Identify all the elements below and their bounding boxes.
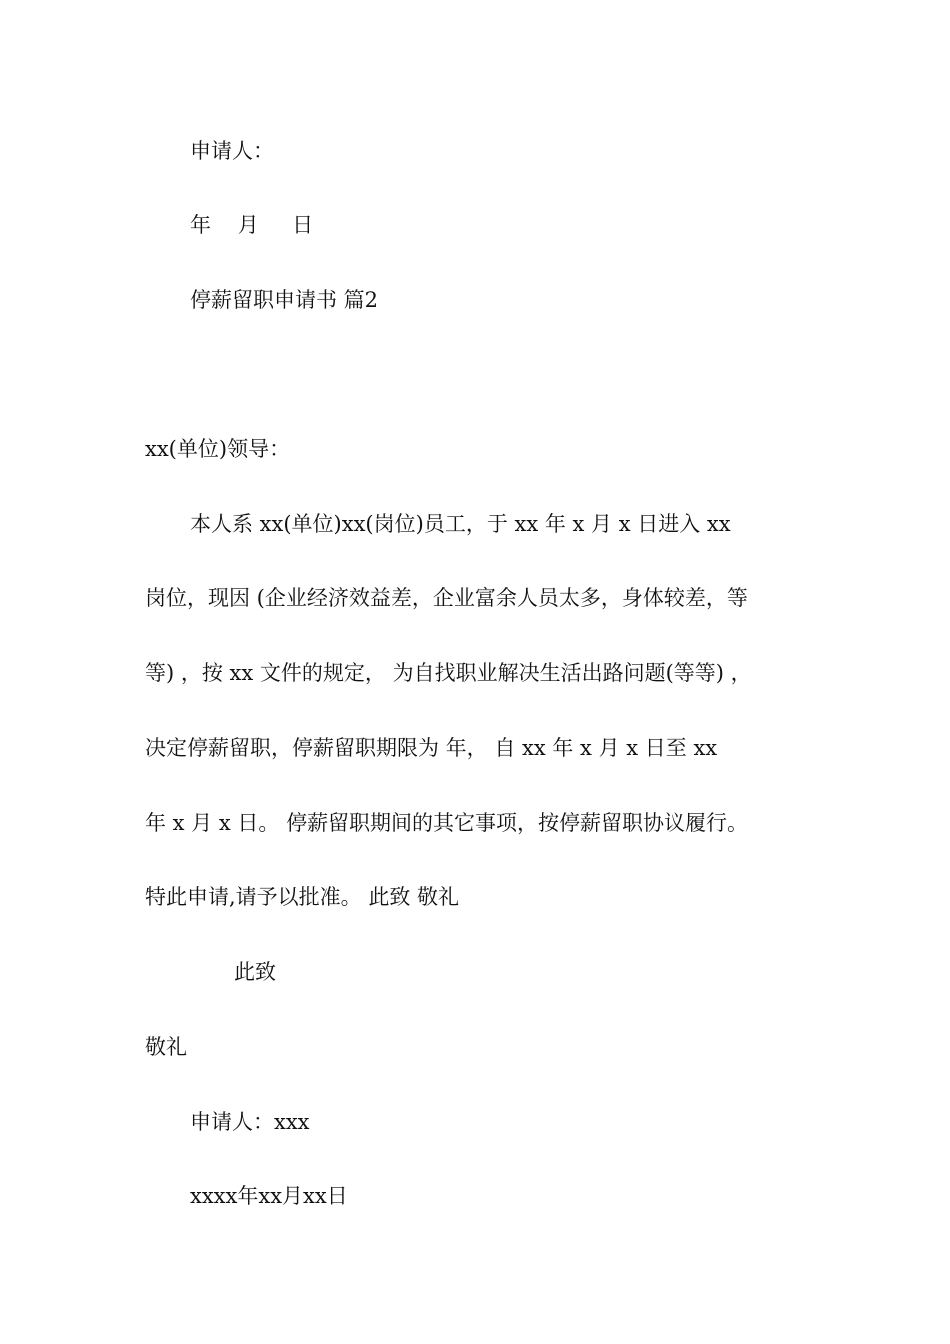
body-line-1: 本人系 xx(单位)xx(岗位)员工，于 xx 年 x 月 x 日进入 xx xyxy=(190,512,731,536)
date-placeholder: 年 月 日 xyxy=(190,213,314,237)
signature-date: xxxx年xx月xx日 xyxy=(190,1184,348,1208)
closing-cizhi: 此致 xyxy=(234,960,276,984)
applicant-signature: 申请人：xxx xyxy=(190,1110,310,1134)
section-heading: 停薪留职申请书 篇2 xyxy=(190,288,379,312)
closing-jingli: 敬礼 xyxy=(145,1035,187,1059)
body-line-2: 岗位，现因 (企业经济效益差，企业富余人员太多，身体较差，等 xyxy=(145,586,748,610)
body-line-3: 等) ，按 xx 文件的规定， 为自找职业解决生活出路问题(等等) ， xyxy=(145,661,752,685)
body-line-6: 特此申请,请予以批准。 此致 敬礼 xyxy=(145,885,460,909)
salutation: xx(单位)领导： xyxy=(145,437,291,461)
body-line-5: 年 x 月 x 日。 停薪留职期间的其它事项，按停薪留职协议履行。 xyxy=(145,811,749,835)
applicant-label: 申请人： xyxy=(190,139,274,163)
body-line-4: 决定停薪留职，停薪留职期限为 年， 自 xx 年 x 月 x 日至 xx xyxy=(145,736,718,760)
